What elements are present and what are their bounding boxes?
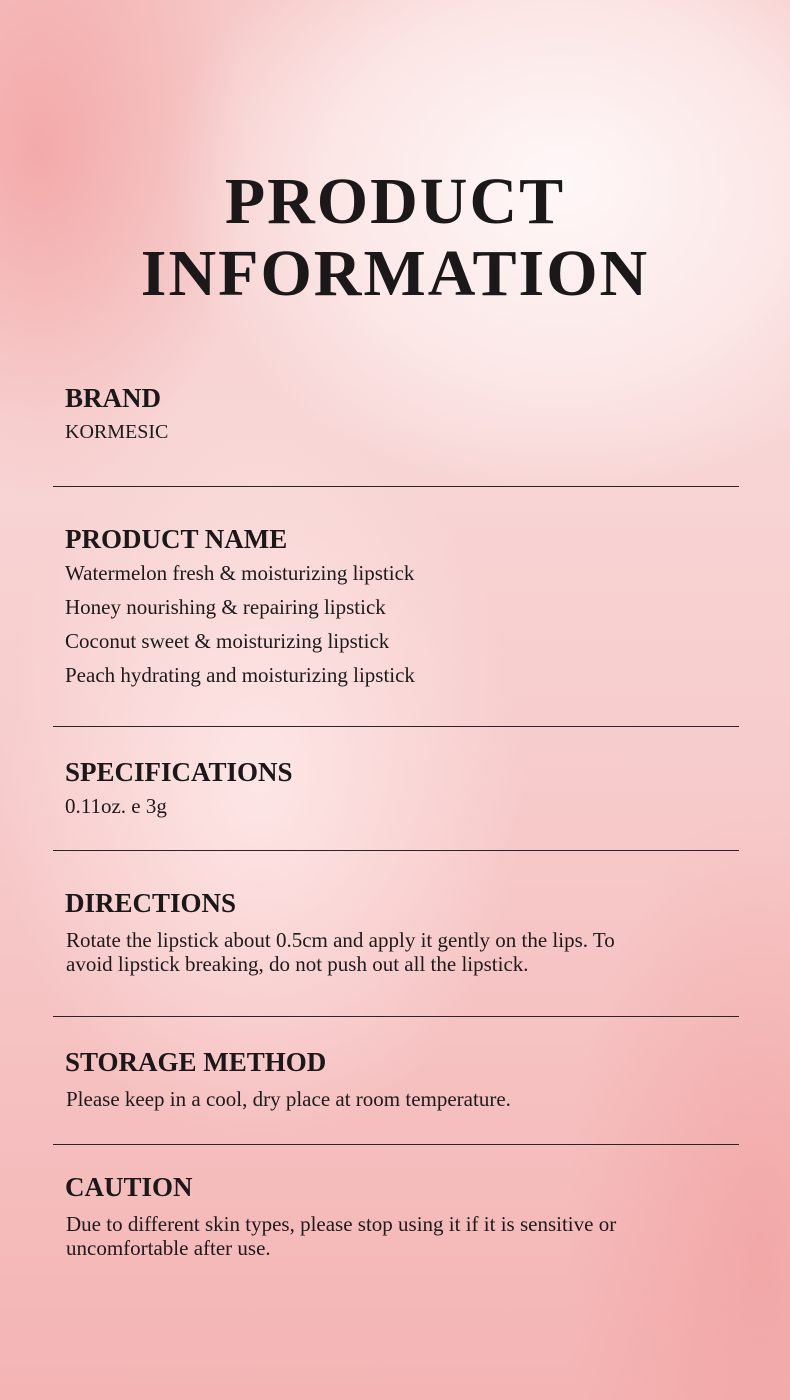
storage-section <box>65 1045 745 1111</box>
page-title <box>0 166 790 310</box>
divider <box>53 1016 739 1017</box>
divider <box>53 486 739 487</box>
product-name-item: Honey nourishing & repairing lipstick <box>65 595 386 619</box>
directions-section <box>65 886 745 976</box>
caution-line-1: Due to different skin types, please stop using it if it is sensitive or <box>66 1212 617 1236</box>
divider <box>53 726 739 727</box>
directions-line-2: avoid lipstick breaking, do not push out all the lipstick. <box>66 952 529 976</box>
product-name-item: Coconut sweet & moisturizing lipstick <box>65 629 390 653</box>
specifications-value: 0.11oz. e 3g <box>65 794 167 818</box>
storage-heading: STORAGE METHOD <box>65 1047 327 1077</box>
brand-heading: BRAND <box>65 383 162 413</box>
product-name-item: Watermelon fresh & moisturizing lipstick <box>65 561 415 585</box>
title-line-1: PRODUCT <box>224 165 566 239</box>
divider <box>53 1144 739 1145</box>
caution-heading: CAUTION <box>65 1172 193 1202</box>
caution-line-2: uncomfortable after use. <box>66 1236 271 1260</box>
product-name-section <box>65 522 745 692</box>
product-name-heading: PRODUCT NAME <box>65 524 288 554</box>
specifications-section <box>65 755 745 823</box>
brand-value: KORMESIC <box>65 421 169 443</box>
directions-line-1: Rotate the lipstick about 0.5cm and apply it gently on the lips. To <box>66 928 615 952</box>
caution-section <box>65 1170 745 1260</box>
storage-value: Please keep in a cool, dry place at room temperature. <box>66 1087 511 1111</box>
specifications-heading: SPECIFICATIONS <box>65 757 293 787</box>
brand-section <box>65 381 745 449</box>
directions-heading: DIRECTIONS <box>65 888 237 918</box>
divider <box>53 850 739 851</box>
title-line-2: INFORMATION <box>140 237 650 311</box>
product-name-item: Peach hydrating and moisturizing lipstick <box>65 663 415 687</box>
